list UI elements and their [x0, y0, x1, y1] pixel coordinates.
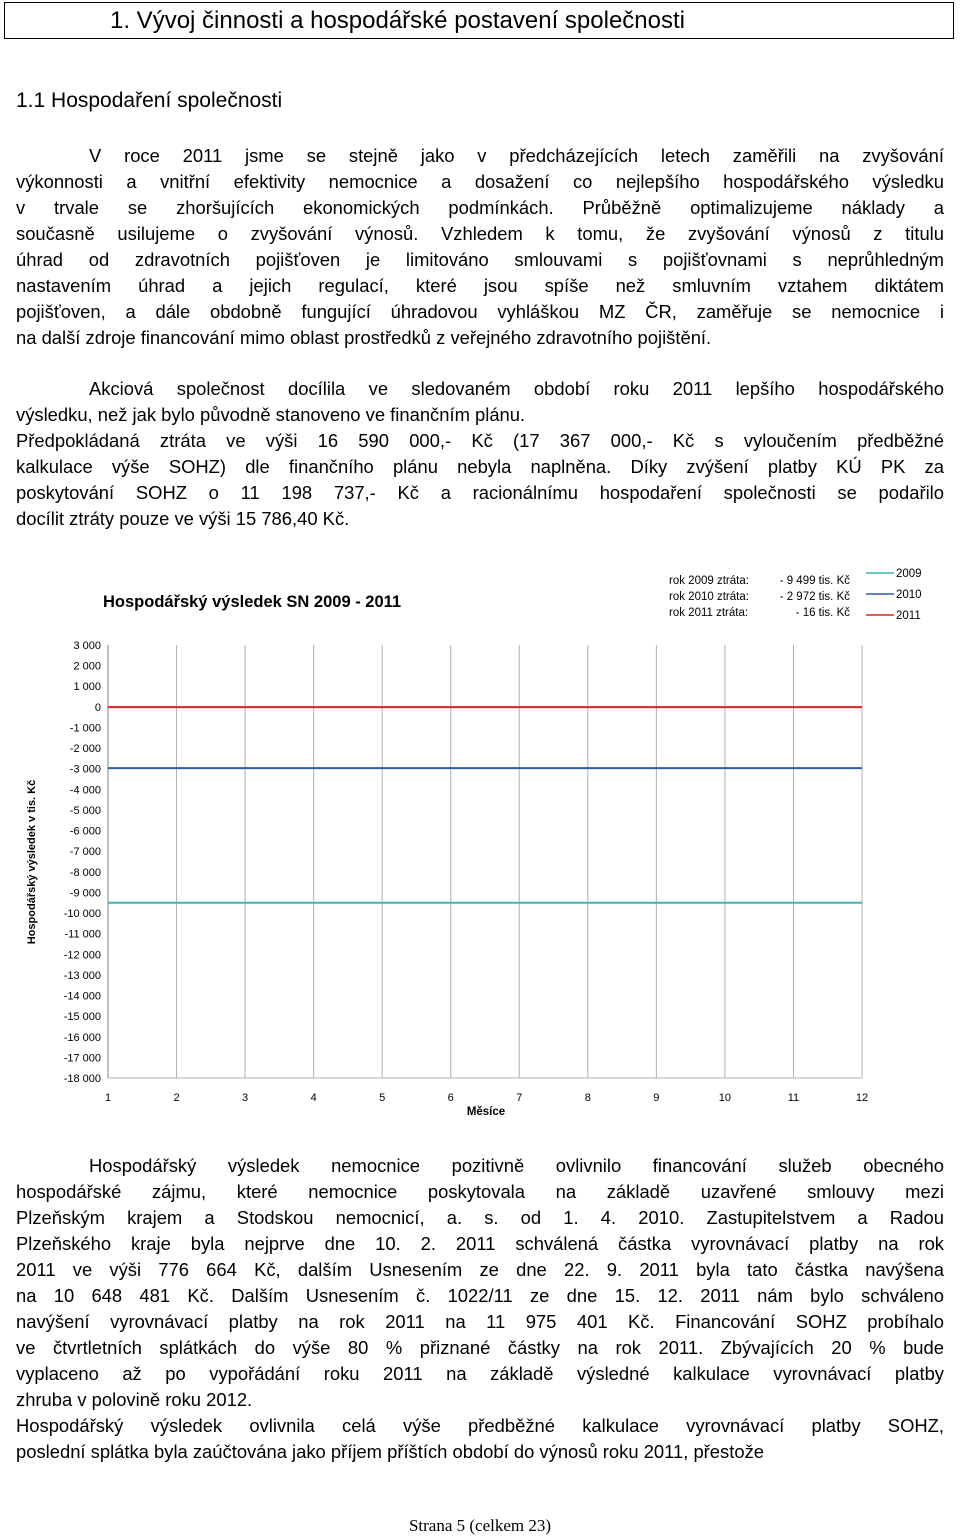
text-line: Předpokládaná ztráta ve výši 16 590 000,- Kč (17 367 000,- Kč s vyloučením předběžné	[16, 430, 944, 451]
profit-chart	[0, 560, 960, 1130]
chart-axes	[108, 645, 862, 1078]
y-tick-label: -15 000	[63, 1011, 101, 1024]
y-tick-label: -4 000	[69, 784, 101, 797]
annotation-value: - 9 499 tis. Kč	[779, 575, 850, 587]
text-line: hospodářské zájmu, které nemocnice poskytovala na základě uzavřené smlouvy mezi	[16, 1181, 944, 1202]
text-line: na 10 648 481 Kč. Dalším Usnesením č. 1022/11 ze dne 15. 12. 2011 nám bylo schváleno	[16, 1285, 944, 1306]
y-tick-label: -1 000	[69, 722, 101, 735]
text-line: poslední splátka byla zaúčtována jako příjem příštích období do výnosů roku 2011, přestože	[16, 1441, 764, 1462]
y-tick-label: -7 000	[69, 846, 101, 859]
x-tick-label: 8	[584, 1092, 591, 1104]
x-tick-label: 12	[855, 1092, 869, 1104]
text-line: kalkulace výše SOHZ) dle finančního plánu nebyla naplněna. Díky zvýšení platby KÚ PK za	[16, 456, 944, 477]
chart-title: Hospodářský výsledek SN 2009 - 2011	[103, 593, 402, 611]
x-tick-label: 6	[447, 1092, 454, 1104]
text-line: Plzeňského kraje byla nejprve dne 10. 2. 2011 schválená částka vyrovnávací platby na rok	[16, 1233, 944, 1254]
paragraph-result	[16, 376, 944, 532]
x-tick-label: 7	[516, 1092, 523, 1104]
x-axis-label: Měsíce	[466, 1106, 506, 1118]
y-axis-label: Hospodářský výsledek v tis. Kč	[26, 779, 38, 945]
annotation-label: rok 2009 ztráta:	[669, 575, 749, 587]
text-line: Akciová společnost docílila ve sledovaném období roku 2011 lepšího hospodářského	[89, 378, 944, 399]
y-tick-label: -16 000	[63, 1031, 101, 1044]
text-line: docílit ztráty pouze ve výši 15 786,40 Kč.	[16, 508, 350, 529]
y-tick-label: 2 000	[73, 660, 101, 673]
y-tick-label: -14 000	[63, 990, 101, 1003]
chapter-title: 1. Vývoj činnosti a hospodářské postavení společnosti	[110, 7, 686, 34]
text-line: V roce 2011 jsme se stejně jako v předcházejících letech zaměřili na zvyšování	[89, 145, 944, 166]
y-tick-label: -11 000	[64, 928, 101, 941]
text-line: výsledku, než jak bylo původně stanoveno ve finančním plánu.	[16, 404, 526, 425]
text-line: Plzeňským krajem a Stodskou nemocnicí, a. s. od 1. 4. 2010. Zastupitelstvem a Radou	[16, 1207, 944, 1228]
x-tick-label: 5	[379, 1092, 386, 1104]
text-line: nastavením úhrad a jejich regulací, které jsou spíše než smluvním vztahem diktátem	[16, 275, 944, 296]
annotation-value: - 2 972 tis. Kč	[779, 591, 850, 603]
text-line: poskytování SOHZ o 11 198 737,- Kč a racionálnímu hospodaření společnosti se podařilo	[16, 482, 944, 503]
x-tick-label: 10	[718, 1092, 732, 1104]
chart-series	[108, 707, 862, 903]
text-line: ve čtvrtletních splátkách do výše 80 % přiznané částky na rok 2011. Zbývajících 20 % bude	[16, 1337, 944, 1358]
annotation-value: - 16 tis. Kč	[795, 607, 850, 619]
chart-grid	[108, 645, 862, 1078]
y-tick-label: 3 000	[73, 640, 101, 652]
y-tick-label: -18 000	[63, 1073, 101, 1085]
text-line: současně usilujeme o zvyšování výnosů. Vzhledem k tomu, že zvyšování výnosů z titulu	[16, 223, 944, 244]
legend-label: 2010	[896, 589, 922, 601]
annotation-label: rok 2011 ztráta:	[669, 607, 749, 619]
text-line: Hospodářský výsledek nemocnice pozitivně ovlivnilo financování služeb obecného	[89, 1155, 944, 1176]
text-line: výkonnosti a vnitřní efektivity nemocnice a dosažení co nejlepšího hospodářského výsledku	[16, 171, 944, 192]
x-tick-label: 1	[104, 1092, 112, 1104]
x-tick-label: 4	[310, 1092, 317, 1104]
y-tick-label: -10 000	[63, 908, 101, 921]
x-tick-label: 2	[173, 1092, 180, 1104]
y-tick-label: -9 000	[69, 887, 101, 900]
y-tick-label: 0	[94, 701, 101, 714]
y-tick-label: -13 000	[63, 969, 101, 982]
chart-text	[26, 568, 922, 1118]
text-line: na další zdroje financování mimo oblast prostředků z veřejného zdravotního pojištění.	[16, 327, 712, 348]
text-line: navýšení vyrovnávací platby na rok 2011 na 11 975 401 Kč. Financování SOHZ probíhalo	[16, 1311, 944, 1332]
y-tick-label: -17 000	[63, 1052, 101, 1065]
y-tick-label: -8 000	[69, 866, 101, 879]
annotation-label: rok 2010 ztráta:	[669, 591, 749, 603]
text-line: 2011 ve výši 776 664 Kč, dalším Usnesením ze dne 22. 9. 2011 byla tato částka navýšena	[16, 1259, 944, 1280]
legend-label: 2009	[896, 568, 922, 580]
y-tick-label: -12 000	[63, 949, 101, 962]
text-line: pojišťoven, a dále obdobně fungující úhradovou vyhláškou MZ ČR, zaměřuje se nemocnice i	[16, 301, 944, 322]
x-tick-label: 9	[653, 1092, 660, 1104]
chapter-header	[4, 2, 954, 39]
text-line: v trvale se zhoršujících ekonomických podmínkách. Průběžně optimalizujeme náklady a	[16, 197, 944, 218]
y-tick-label: -3 000	[69, 763, 101, 776]
legend-label: 2011	[896, 610, 921, 622]
y-tick-label: -2 000	[69, 743, 101, 756]
text-line: Hospodářský výsledek ovlivnila celá výše předběžné kalkulace vyrovnávací platby SOHZ,	[16, 1415, 944, 1436]
y-tick-label: -5 000	[69, 804, 101, 817]
page-number: Strana 5 (celkem 23)	[408, 1516, 552, 1535]
text-line: zhruba v polovině roku 2012.	[16, 1389, 253, 1410]
y-tick-label: 1 000	[73, 681, 101, 694]
text-line: úhrad od zdravotních pojišťoven je limitováno smlouvami s pojišťovnami s neprůhledným	[16, 249, 944, 270]
x-tick-label: 3	[242, 1092, 249, 1104]
paragraph-sohz	[16, 1153, 944, 1465]
y-tick-label: -6 000	[69, 825, 101, 838]
section-title: 1.1 Hospodaření společnosti	[16, 89, 283, 112]
text-line: vyplaceno až po vypořádání roku 2011 na základě výsledné kalkulace vyrovnávací platby	[16, 1363, 944, 1384]
x-tick-label: 11	[787, 1092, 800, 1104]
paragraph-intro	[16, 143, 944, 351]
